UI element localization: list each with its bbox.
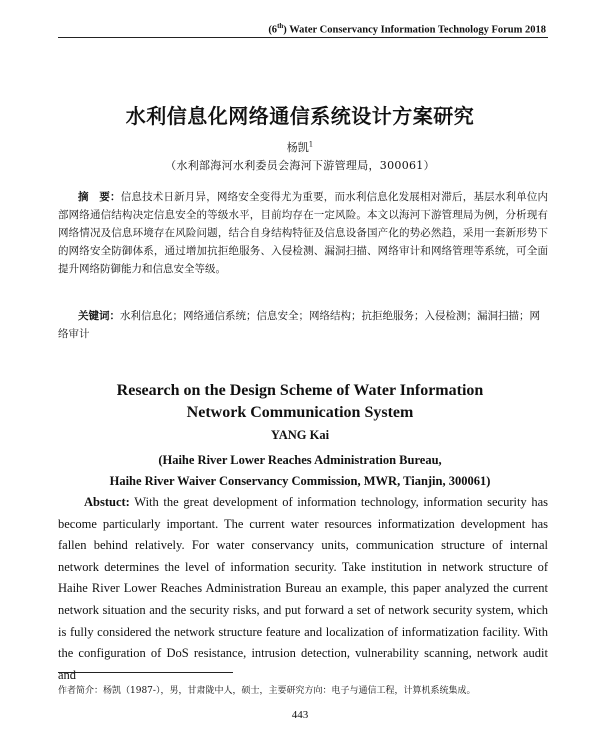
english-affiliation bbox=[0, 450, 600, 492]
chinese-title: 水利信息化网络通信系统设计方案研究 bbox=[125, 104, 475, 128]
chinese-keywords-label: 关键词： bbox=[78, 310, 120, 322]
running-head: (6th) Water Conservancy Information Technology Forum 2018 bbox=[268, 22, 546, 36]
english-abstract bbox=[58, 492, 548, 686]
english-author: YANG Kai bbox=[270, 428, 330, 442]
chinese-keywords-text: 水利信息化；网络通信系统；信息安全；网络结构；抗拒绝服务；入侵检测；漏洞扫描；网络审计 bbox=[58, 310, 540, 340]
footnote-rule bbox=[58, 672, 233, 673]
chinese-author: 杨凯$^1$ bbox=[286, 140, 314, 154]
chinese-abstract-label: 摘 要： bbox=[78, 191, 121, 203]
english-affiliation-line-1: (Haihe River Lower Reaches Administration Bureau, bbox=[158, 453, 442, 467]
english-title-line-2: Network Communication System bbox=[186, 404, 414, 421]
page-number: 443 bbox=[291, 709, 309, 721]
english-title bbox=[0, 380, 600, 424]
chinese-affiliation: （水利部海河水利委员会海河下游管理局，300061） bbox=[165, 159, 435, 172]
header-rule bbox=[58, 37, 548, 38]
english-abstract-text: With the great development of information technology, information security has become particularly important. The current water resources informatization development has fallen behind relatively. For water conservancy units, communication structure of internal network determines the level of information security. Take institution in network structure of Haihe River Lower Reaches Administration Bureau an example, this paper analyzed the current network situation and the security risks, and put forward a set of network security system, which is fully considered the network structure feature and localization of informatization facility. With the configuration of DoS resistance, intrusion detection, vulnerability scanning, network audit and bbox=[58, 495, 548, 682]
english-title-line-1: Research on the Design Scheme of Water Information bbox=[116, 382, 484, 399]
chinese-abstract bbox=[58, 188, 548, 278]
english-abstract-label: Abstuct: bbox=[84, 495, 130, 509]
chinese-keywords bbox=[58, 307, 548, 343]
chinese-abstract-text: 信息技术日新月异，网络安全变得尤为重要，而水利信息化发展相对滞后，基层水利单位内部网络通信结构决定信息安全的等级水平，目前均存在一定风险。本文以海河下游管理局为例，分析现有网络情况及信息环境存在风险问题，结合自身结构特征及信息设备国产化的势必然趋，采用一套新形势下的网络安全防御体系，通过增加抗拒绝服务、入侵检测、漏洞扫描、网络审计和网络管理等系统，可全面提升网络防御能力和信息安全等级。 bbox=[58, 191, 549, 275]
english-affiliation-line-2: Haihe River Waiver Conservancy Commission, MWR, Tianjin, 300061) bbox=[109, 474, 491, 488]
author-footnote: 作者简介：杨凯（1987-），男，甘肃陇中人，硕士，主要研究方向：电子与通信工程，计算机系统集成。 bbox=[58, 686, 476, 696]
